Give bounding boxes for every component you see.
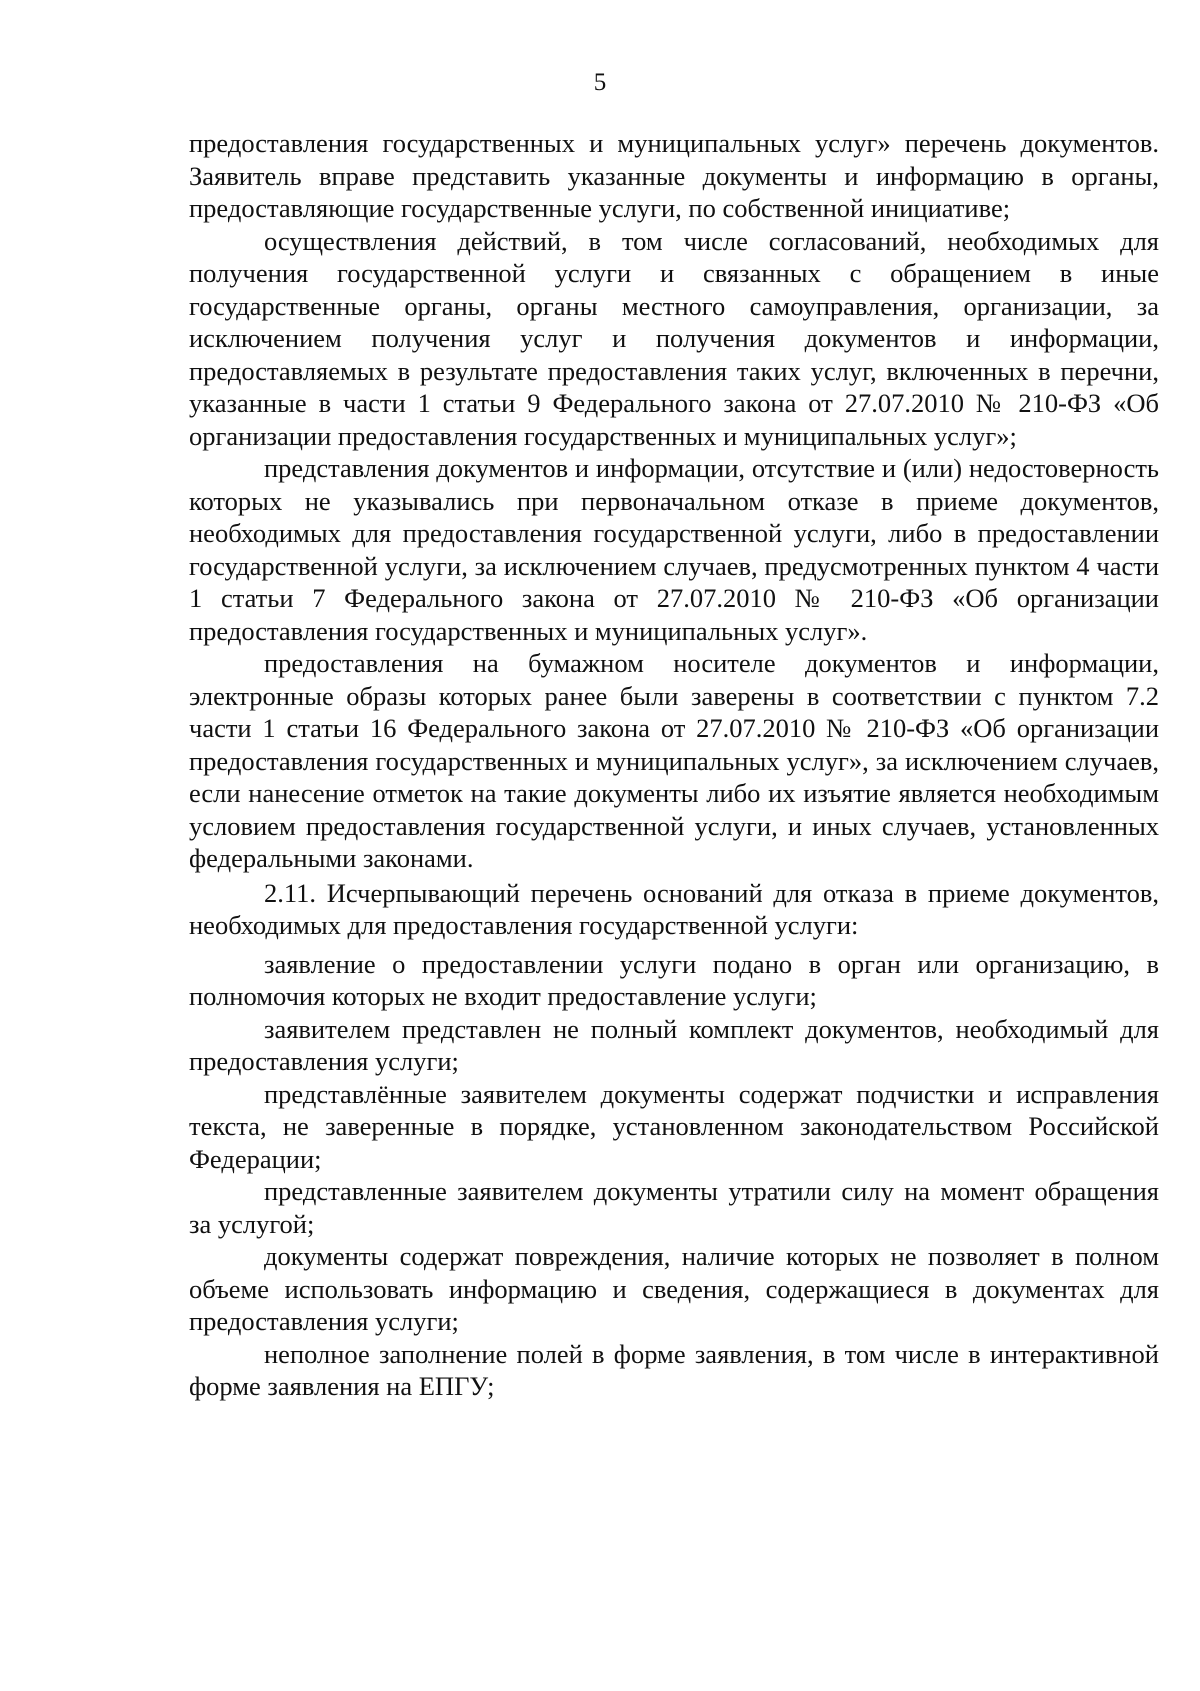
paragraph-paper-documents: предоставления на бумажном носителе документов и информации, электронные образы которых ранее были заверены в соответствии с пунктом 7.2 части 1 статьи 16 Федерального закона от 27.07.2010 № 210-ФЗ «Об организации предоставления государственных и муниципальных услуг», за исключением случаев, если нанесение отметок на такие документы либо их изъятие является необходимым условием предоставления государственной услуги, и иных случаев, установленных федеральными законами. (189, 648, 1159, 873)
list-item-incomplete-set: заявителем представлен не полный комплект документов, необходимый для предоставления услуги; (189, 1013, 1159, 1076)
paragraph-actions: осуществления действий, в том числе согласований, необходимых для получения государственной услуги и связанных с обращением в иные государственные органы, органы местного самоуправления, организации, за исключением получения услуг и получения документов и информации, предоставляемых в результате предоставления таких услуг, включенных в перечни, указанные в части 1 статьи 9 Федерального закона от 27.07.2010 № 210-ФЗ «Об организации предоставления государственных и муниципальных услуг»; (189, 225, 1159, 451)
list-item-wrong-organ: заявление о предоставлении услуги подано в орган или организацию, в полномочия которых не входит предоставление услуги; (189, 948, 1159, 1011)
document-body (189, 127, 1159, 1403)
paragraph-documents-presentation: представления документов и информации, отсутствие и (или) недостоверность которых не указывались при первоначальном отказе в приеме документов, необходимых для предоставления государственной услуги, либо в предоставлении государственной услуги, за исключением случаев, предусмотренных пунктом 4 части 1 статьи 7 Федерального закона от 27.07.2010 № 210-ФЗ «Об организации предоставления государственных и муниципальных услуг». (189, 453, 1159, 646)
section-heading-2-11: 2.11. Исчерпывающий перечень оснований для отказа в приеме документов, необходимых для предоставления государственной услуги: (189, 877, 1159, 940)
list-item-damaged-documents: документы содержат повреждения, наличие которых не позволяет в полном объеме использовать информацию и сведения, содержащиеся в документах для предоставления услуги; (189, 1241, 1159, 1336)
page-number: 5 (593, 69, 607, 96)
list-item-corrections: представлённые заявителем документы содержат подчистки и исправления текста, не заверенные в порядке, установленном законодательством Российской Федерации; (189, 1078, 1159, 1174)
list-item-expired-documents: представленные заявителем документы утратили силу на момент обращения за услугой; (189, 1176, 1159, 1239)
list-item-incomplete-form: неполное заполнение полей в форме заявления, в том числе в интерактивной форме заявления на ЕПГУ; (189, 1338, 1159, 1401)
paragraph-continuation: предоставления государственных и муниципальных услуг» перечень документов. Заявитель вправе представить указанные документы и информацию в органы, предоставляющие государственные услуги, по собственной инициативе; (189, 128, 1159, 223)
